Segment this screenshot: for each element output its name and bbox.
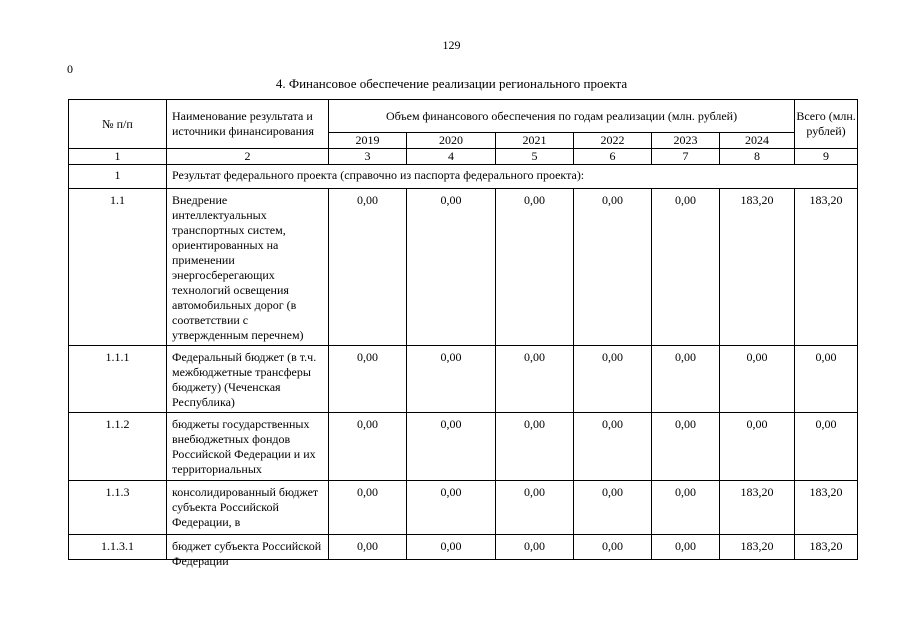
value-2020: 0,00 <box>407 189 496 346</box>
table-row <box>69 413 858 481</box>
row-name-cell <box>167 535 329 568</box>
header-year-2021: 2021 <box>496 133 574 149</box>
value-2023 <box>652 535 720 560</box>
row-name: бюджет субъекта Российской Федерации <box>172 539 322 568</box>
table-row <box>69 481 858 535</box>
value-2019: 0,00 <box>329 189 407 346</box>
value-2024: 183,20 <box>720 189 795 346</box>
value-2020: 0,00 <box>407 481 496 535</box>
value-2019: 0,00 <box>329 481 407 535</box>
value-2024: 0,00 <box>720 346 795 413</box>
value-2020: 0,00 <box>407 346 496 413</box>
header-volume: Объем финансового обеспечения по годам реализации (млн. рублей) <box>329 100 795 133</box>
value-2022: 0,00 <box>574 346 652 413</box>
header-year-2024: 2024 <box>720 133 795 149</box>
value-2024: 183,20 <box>720 481 795 535</box>
corner-mark: 0 <box>67 62 73 76</box>
value-2022: 0,00 <box>574 189 652 346</box>
value-2022: 0,00 <box>574 481 652 535</box>
header-total: Всего (млн. рублей) <box>795 100 858 149</box>
header-year-2022: 2022 <box>574 133 652 149</box>
value-2019: 0,00 <box>329 413 407 481</box>
row-number <box>69 535 167 560</box>
row-number-text: 1.1.3.1 <box>101 539 134 553</box>
header-year-2019: 2019 <box>329 133 407 149</box>
table-row <box>69 189 858 346</box>
value-2019: 0,00 <box>329 346 407 413</box>
value-2023: 0,00 <box>652 481 720 535</box>
value-2019 <box>329 535 407 560</box>
value-text: 0,00 <box>524 539 545 553</box>
value-text: 0,00 <box>675 539 696 553</box>
table-row <box>69 535 858 560</box>
value-text: 0,00 <box>602 539 623 553</box>
column-number: 6 <box>574 149 652 165</box>
value-2021: 0,00 <box>496 481 574 535</box>
value-2024 <box>720 535 795 560</box>
row-name: Федеральный бюджет (в т.ч. межбюджетные трансферы бюджету) (Чеченская Республика) <box>167 346 329 413</box>
value-total: 183,20 <box>795 481 858 535</box>
column-number: 3 <box>329 149 407 165</box>
value-total: 183,20 <box>795 189 858 346</box>
row-number: 1.1.3 <box>69 481 167 535</box>
value-2020: 0,00 <box>407 413 496 481</box>
value-total: 0,00 <box>795 413 858 481</box>
row-number: 1.1 <box>69 189 167 346</box>
column-number: 8 <box>720 149 795 165</box>
column-number: 1 <box>69 149 167 165</box>
value-2022: 0,00 <box>574 413 652 481</box>
value-2021: 0,00 <box>496 189 574 346</box>
value-2023: 0,00 <box>652 189 720 346</box>
value-2020 <box>407 535 496 560</box>
column-number: 5 <box>496 149 574 165</box>
financing-table <box>68 99 858 568</box>
value-2021 <box>496 535 574 560</box>
value-text: 183,20 <box>740 539 774 553</box>
value-text: 0,00 <box>357 539 378 553</box>
value-2021: 0,00 <box>496 346 574 413</box>
value-2024: 0,00 <box>720 413 795 481</box>
result-number: 1 <box>69 165 167 189</box>
column-number: 4 <box>407 149 496 165</box>
value-total <box>795 535 858 560</box>
header-num: № п/п <box>69 100 167 149</box>
value-2023: 0,00 <box>652 346 720 413</box>
row-number: 1.1.2 <box>69 413 167 481</box>
column-number: 9 <box>795 149 858 165</box>
row-name: Внедрение интеллектуальных транспортных систем, ориентированных на применении энергосберегающих технологий освещения автомобильных дорог (в соответствии с утвержденным перечнем) <box>167 189 329 346</box>
value-2022 <box>574 535 652 560</box>
row-number: 1.1.1 <box>69 346 167 413</box>
value-text: 0,00 <box>440 539 462 553</box>
header-name: Наименование результата и источники финансирования <box>167 100 329 149</box>
header-year-2023: 2023 <box>652 133 720 149</box>
row-name: бюджеты государственных внебюджетных фондов Российской Федерации и их территориальных <box>167 413 329 481</box>
header-year-2020: 2020 <box>407 133 496 149</box>
result-title: Результат федерального проекта (справочно из паспорта федерального проекта): <box>167 165 858 189</box>
page-number: 129 <box>442 38 461 52</box>
column-number: 7 <box>652 149 720 165</box>
value-2021: 0,00 <box>496 413 574 481</box>
value-text: 183,20 <box>809 539 843 553</box>
column-number: 2 <box>167 149 329 165</box>
table-row <box>69 346 858 413</box>
row-name: консолидированный бюджет субъекта Российской Федерации, в <box>167 481 329 535</box>
value-total: 0,00 <box>795 346 858 413</box>
section-title: 4. Финансовое обеспечение реализации регионального проекта <box>275 76 628 91</box>
value-2023: 0,00 <box>652 413 720 481</box>
